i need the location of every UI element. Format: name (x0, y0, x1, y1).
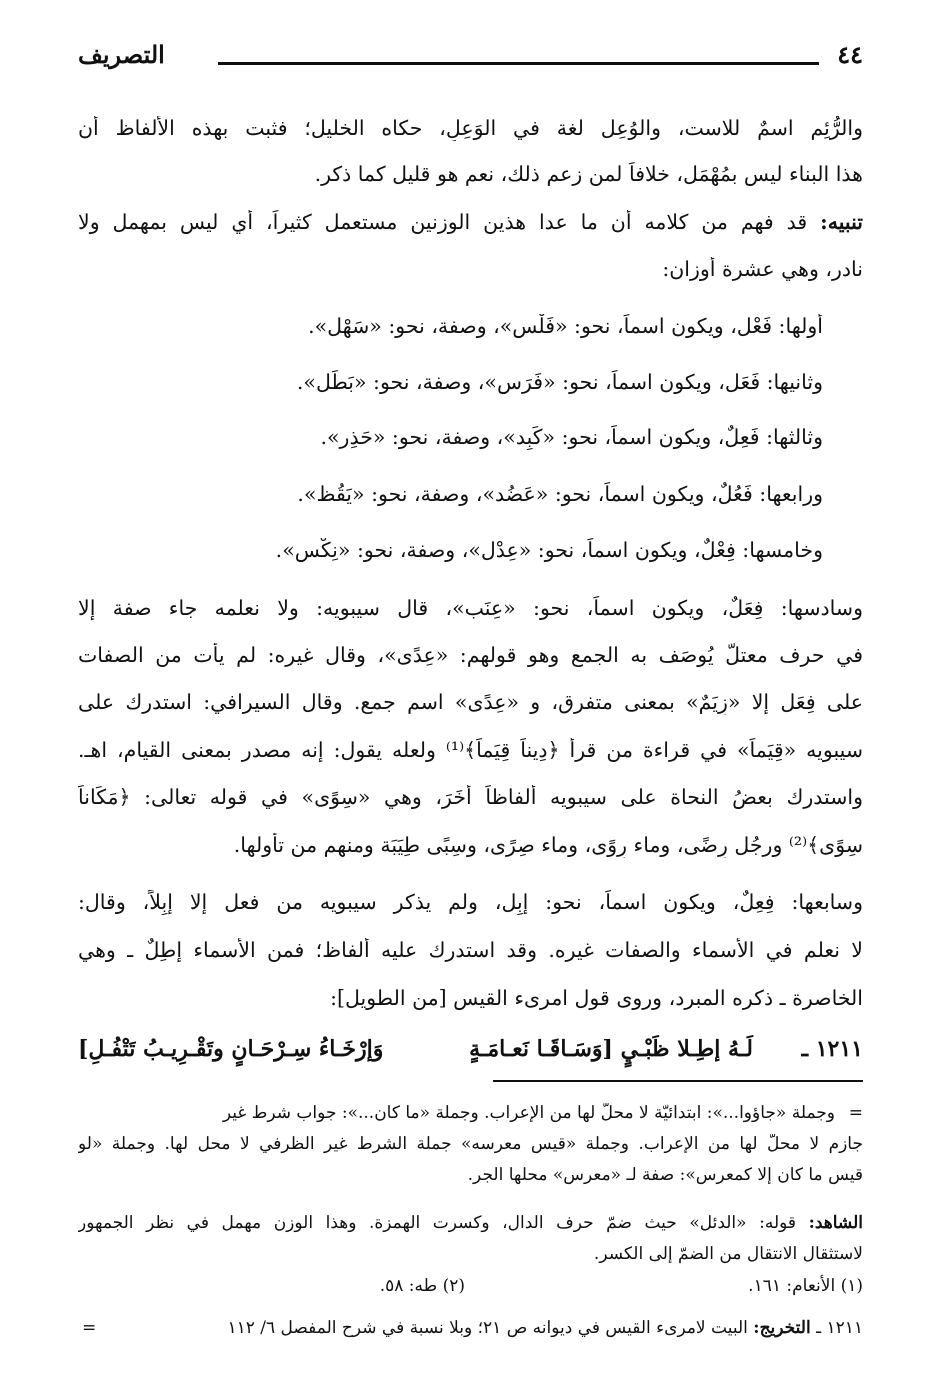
body-line: سيبويه «قِيَماً» في قراءة من قرأ ﴿دِيناً قِيَماً﴾⁽¹⁾ ولعله يقول: إنه مصدر بمعنى القيام، اهـ. (78, 738, 863, 762)
footnote-cont-line: قيس ما كان إلا كمعرس»: صفة لـ «معرس» محلها الجر. (467, 1165, 863, 1185)
body-line: وسابعها: فِعِلٌ، ويكون اسماً، نحو: إبِل، ولم يذكر سيبويه من فعل إلا إبِلاً، وقال: (78, 890, 863, 914)
body-line: واستدرك بعضُ النحاة على سيبويه ألفاظاً أُخَرَ، وهي «سِوًى» في قوله تعالى: ﴿مَكَاناً (78, 785, 863, 809)
takhrij-line (110, 1318, 863, 1338)
body-line: والرُّئِم اسمٌ للاست، والوُعِل لغة في الوَعِلِ، حكاه الخليل؛ فثبت بهذه الألفاظ أن (78, 116, 863, 140)
page-number: ٤٤ (837, 40, 863, 69)
footnote-cont-line: وجملة «جاؤوا...»: ابتدائيّة لا محلّ لها من الإعراب. وجملة «ما كان...»: جواب شرط غير (222, 1103, 835, 1123)
shahid-label: الشاهد: (808, 1213, 863, 1233)
body-line: نادر، وهي عشرة أوزان: (662, 257, 863, 281)
shahid-line: لاستثقال الانتقال من الضمّ إلى الكسر. (593, 1244, 863, 1264)
tanbih-label: تنبيه: (820, 210, 863, 234)
body-line: هذا البناء ليس بمُهْمَل، خلافاً لمن زعم ذلك، نعم هو قليل كما ذكر. (314, 162, 863, 186)
shahid-text: قوله: «الدئل» حيث ضمّ حرف الدال، وكسرت الهمزة. وهذا الوزن مهمل في نظر الجمهور (78, 1213, 797, 1233)
verse-hemistich-1: لَـهُ إطِـلا ظَبْـيٍ [وَسَـاقَـا نَعـامَـةٍ (469, 1036, 753, 1062)
verse-hemistich-2: وَإرْخَـاءُ سِـرْحَـانٍ وتَقْـرِيـبُ تَتْفُـلِ] (78, 1036, 384, 1062)
wazn-1: أولها: فَعْل، ويكون اسماً، نحو: «فَلْس»، وصفة، نحو: «سَهْل». (308, 314, 823, 338)
wazn-5: وخامسها: فِعْلٌ، ويكون اسماً، نحو: «عِدْل»، وصفة، نحو: «نِكْس». (275, 538, 823, 562)
shahid-line (78, 1213, 863, 1233)
verse-number: ١٢١١ ـ (801, 1036, 863, 1062)
footnote-divider (493, 1080, 863, 1082)
footnote-ref-1: (١) الأنعام: ١٦١. (748, 1276, 863, 1296)
body-line: في حرف معتلّ يُوصَف به الجمع وهو قولهم: «عِدًى»، وقال غيره: لم يأت من الصفات (78, 643, 863, 667)
tanbih-line (78, 210, 863, 235)
continuation-marker: = (848, 1103, 863, 1123)
wazn-4: ورابعها: فَعُلٌ، ويكون اسماً، نحو: «عَضُد»، وصفة، نحو: «يَقُظ». (297, 482, 823, 506)
tanbih-text: قد فهم من كلامه أن ما عدا هذين الوزنين مستعمل كثيراً، أي ليس بمهمل ولا (78, 210, 808, 234)
body-line: لا نعلم في الأسماء والصفات غيره. وقد استدرك عليه ألفاظ؛ فمن الأسماء إطِلٌ ـ وهي (78, 938, 863, 962)
footnote-ref-2: (٢) طه: ٥٨. (379, 1276, 465, 1296)
page-header (78, 40, 863, 76)
takhrij-text: البيت لامرىء القيس في ديوانه ص ٢١؛ وبلا نسبة في شرح المفصل ٦/ ١١٢ (227, 1318, 748, 1338)
body-line: الخاصرة ـ ذكره المبرد، وروى قول امرىء القيس [من الطويل]: (330, 986, 863, 1010)
verse-1211 (78, 1026, 863, 1066)
running-title: التصريف (78, 40, 165, 69)
footnote-cont-line: جازم لا محلّ لها من الإعراب. وجملة «قيس معرسه» جملة الشرط غير الظرفي لا محل لها. وجملة «لو (78, 1134, 863, 1154)
body-line: على فِعَل إلا «زِيَمٌ» بمعنى متفرق، و «عِدًى» اسم جمع. وقال السيرافي: استدرك على (78, 690, 863, 714)
body-line: سِوًى﴾⁽²⁾ ورجُل رِضًى، وماء رِوًى، وماء صِرًى، وسِبًى طِيَبَة ومنهم من تأولها. (233, 833, 863, 857)
header-rule (218, 62, 819, 65)
wazn-3: وثالثها: فَعِلٌ، ويكون اسماً، نحو: «كَبِد»، وصفة، نحو: «حَذِر». (320, 425, 823, 449)
wazn-2: وثانيها: فَعَل، ويكون اسماً، نحو: «فَرَس»، وصفة، نحو: «بَطَل». (296, 370, 823, 394)
continuation-marker: = (82, 1318, 97, 1338)
body-line: وسادسها: فِعَلٌ، ويكون اسماً، نحو: «عِنَب»، قال سيبويه: ولا نعلمه جاء صفة إلا (78, 596, 863, 620)
takhrij-label: التخريج: (753, 1318, 811, 1338)
takhrij-number: ١٢١١ ـ (816, 1318, 863, 1338)
